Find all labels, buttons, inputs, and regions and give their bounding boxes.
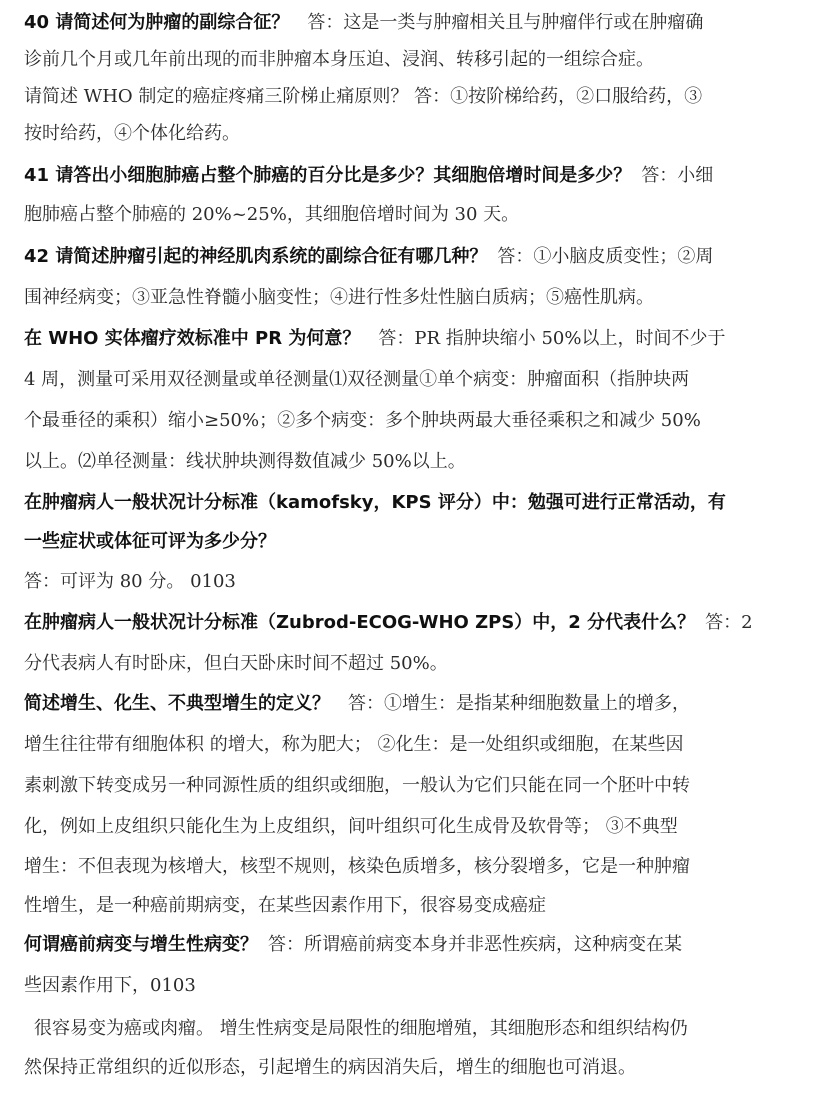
text-line: [24, 78, 800, 115]
answer-text: 请简述 WHO 制定的癌症疼痛三阶梯止痛原则？ 答：①按阶梯给药，②口服给药，③: [24, 86, 703, 107]
answer-text: 素刺激下转变成另一种同源性质的组织或细胞，一般认为它们只能在同一个胚叶中转: [24, 775, 690, 796]
text-line: [24, 279, 800, 316]
answer-text: 答：①小脑皮质变性；②周: [497, 246, 714, 267]
answer-text: 围神经病变；③亚急性脊髓小脑变性；④进行性多灶性脑白质病；⑤癌性肌病。: [24, 287, 654, 308]
answer-text: 答：小细: [641, 165, 714, 186]
answer-text: 答：①增生：是指某种细胞数量上的增多，: [348, 693, 690, 714]
answer-text: 诊前几个月或几年前出现的而非肿瘤本身压迫、浸润、转移引起的一组综合症。: [24, 49, 654, 70]
text-line: [24, 645, 800, 682]
answer-text: 化，例如上皮组织只能化生为上皮组织，间叶组织可化生成骨及软骨等； ③不典型: [24, 816, 678, 837]
answer-text: 答：PR 指肿块缩小 50%以上，时间不少于: [378, 328, 726, 349]
answer-text: 个最垂径的乘积）缩小≥50%；②多个病变：多个肿块两最大垂径乘积之和减少 50%: [24, 410, 701, 431]
text-line: [24, 685, 800, 722]
text-line: [24, 4, 800, 41]
text-line: [24, 484, 800, 521]
question-text: 42 请简述肿瘤引起的神经肌肉系统的副综合征有哪几种？: [24, 246, 488, 267]
question-text: 在 WHO 实体瘤疗效标准中 PR 为何意？: [24, 328, 361, 349]
question-text: 简述增生、化生、不典型增生的定义？: [24, 693, 330, 714]
text-line: [24, 320, 800, 357]
question-text: 一些症状或体征可评为多少分？: [24, 531, 276, 552]
answer-text: 性增生，是一种癌前期病变，在某些因素作用下，很容易变成癌症: [24, 895, 546, 916]
text-line: [24, 726, 800, 763]
text-line: [24, 848, 800, 885]
answer-text: 然保持正常组织的近似形态，引起增生的病因消失后，增生的细胞也可消退。: [24, 1057, 636, 1078]
question-text: 在肿瘤病人一般状况计分标准（kamofsky，KPS 评分）中：勉强可进行正常活动，有: [24, 492, 726, 513]
answer-text: 答：所谓癌前病变本身并非恶性疾病，这种病变在某: [268, 934, 682, 955]
answer-text: 以上。⑵单径测量：线状肿块测得数值减少 50%以上。: [24, 451, 466, 472]
text-line: [24, 238, 800, 275]
question-text: 何谓癌前病变与增生性病变？: [24, 934, 258, 955]
answer-text: 很容易变为癌或肉瘤。 增生性病变是局限性的细胞增殖，其细胞形态和组织结构仍: [34, 1018, 688, 1039]
text-line: [24, 361, 800, 398]
text-line: [24, 926, 800, 963]
answer-text: 答：这是一类与肿瘤相关且与肿瘤伴行或在肿瘤确: [307, 12, 704, 33]
text-line: [24, 767, 800, 804]
answer-text: 4 周，测量可采用双径测量或单径测量⑴双径测量①单个病变：肿瘤面积（指肿块两: [24, 369, 690, 390]
text-line: [24, 563, 800, 600]
question-text: 在肿瘤病人一般状况计分标准（Zubrod-ECOG-WHO ZPS）中，2 分代表什么？: [24, 612, 696, 633]
answer-text: 答：可评为 80 分。 0103: [24, 571, 236, 592]
text-line: [24, 887, 800, 924]
text-line: [24, 443, 800, 480]
answer-text: 答：2: [705, 612, 753, 633]
text-line: [24, 1049, 800, 1086]
text-line: [24, 604, 800, 641]
answer-text: 分代表病人有时卧床，但白天卧床时间不超过 50%。: [24, 653, 448, 674]
text-line: [24, 196, 800, 233]
answer-text: 些因素作用下，0103: [24, 975, 196, 996]
question-text: 41 请答出小细胞肺癌占整个肺癌的百分比是多少？其细胞倍增时间是多少？: [24, 165, 632, 186]
text-line: [24, 523, 800, 560]
text-line: [24, 808, 800, 845]
answer-text: 胞肺癌占整个肺癌的 20%~25%，其细胞倍增时间为 30 天。: [24, 204, 520, 225]
text-line: [24, 157, 800, 194]
question-text: 40 请简述何为肿瘤的副综合征？: [24, 12, 290, 33]
text-line: [24, 41, 800, 78]
answer-text: 增生：不但表现为核增大，核型不规则，核染色质增多，核分裂增多，它是一种肿瘤: [24, 856, 690, 877]
answer-text: 按时给药，④个体化给药。: [24, 123, 240, 144]
text-line: [34, 1010, 800, 1047]
text-line: [24, 402, 800, 439]
text-line: [24, 115, 800, 152]
answer-text: 增生往往带有细胞体积 的增大，称为肥大； ②化生：是一处组织或细胞，在某些因: [24, 734, 684, 755]
text-line: [24, 967, 800, 1004]
